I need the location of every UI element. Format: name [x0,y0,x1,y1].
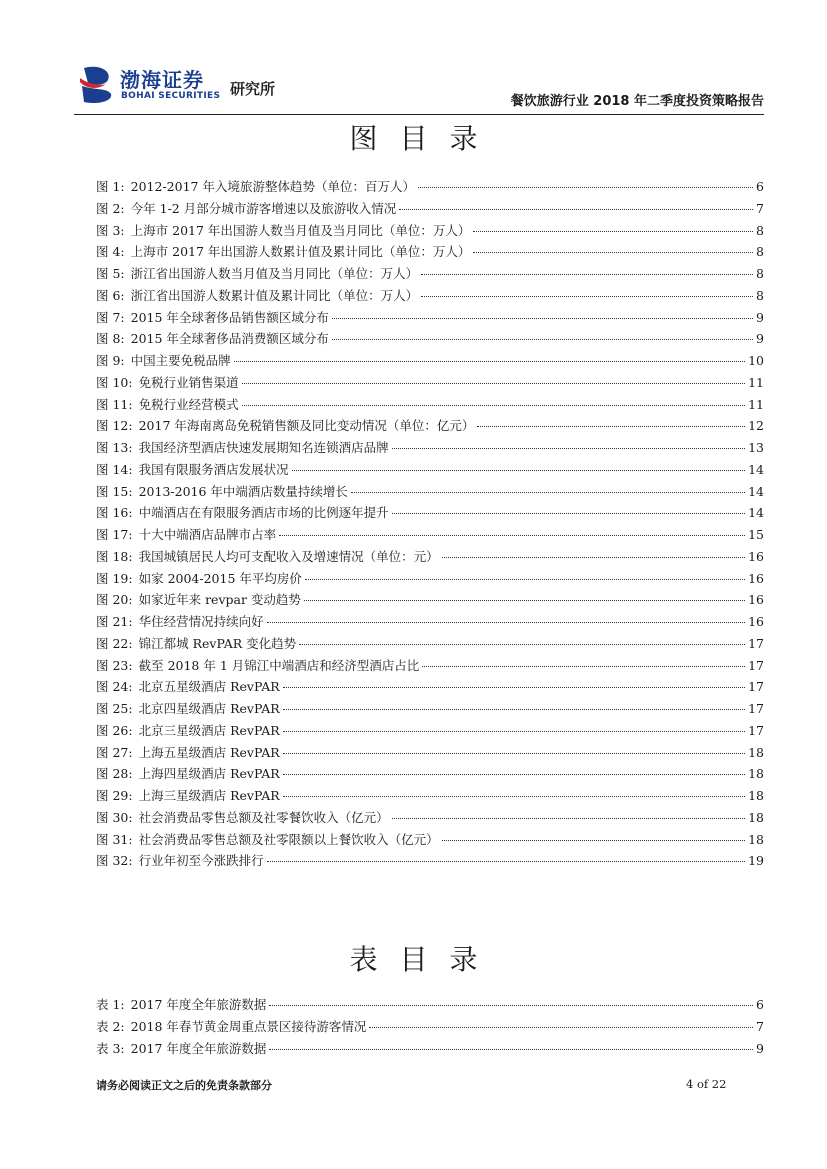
figure-entry-title: 北京四星级酒店 RevPAR [138,701,280,716]
figure-entry-title: 北京五星级酒店 RevPAR [138,679,280,695]
figure-toc-entry[interactable] [96,764,764,786]
figure-entry-page: 18 [748,788,764,803]
table-toc-entry[interactable] [96,1039,764,1061]
page-number: 4 of 22 [686,1077,727,1091]
figure-entry-page: 16 [748,614,764,629]
figure-entry-title: 中端酒店在有限服务酒店市场的比例逐年提升 [138,505,389,521]
figure-entry-page: 18 [748,766,764,782]
figure-entry-title: 十大中端酒店品牌市占率 [138,527,277,542]
tables-section-title: 表目录 [349,943,500,976]
figure-entry-title: 上海市 2017 年出国游人数当月值及当月同比（单位：万人） [130,222,471,238]
figure-toc-entry[interactable] [96,264,764,286]
figure-entry-title: 免税行业销售渠道 [138,374,239,390]
figure-toc-entry[interactable] [96,329,764,351]
figure-entry-page: 17 [748,722,764,738]
dot-leader [473,252,753,253]
figure-entry-number: 图 24: [96,679,133,695]
figure-entry-title: 上海五星级酒店 RevPAR [138,744,280,760]
table-toc-entry[interactable] [96,995,764,1017]
figure-entry-page: 14 [748,505,764,521]
figure-entry-number: 图 7: [96,309,125,325]
dot-leader [283,753,745,754]
figure-entry-page: 16 [748,570,764,586]
figure-entry-number: 图 1: [96,179,125,194]
institute-label: 研究所 [230,80,276,98]
figure-entry-number: 图 26: [96,722,133,738]
figure-toc-entry[interactable] [96,612,764,634]
dot-leader [332,318,753,319]
dot-leader [351,492,745,493]
figure-toc-entry[interactable] [96,656,764,678]
figure-entry-page: 16 [748,548,764,564]
figure-entry-number: 图 18: [96,548,133,564]
figure-entry-page: 18 [748,831,764,847]
dot-leader [392,448,745,449]
figure-entry-number: 图 13: [96,440,133,455]
figure-entry-number: 图 32: [96,853,133,869]
figure-entry-page: 11 [748,374,764,390]
figure-toc-entry[interactable] [96,721,764,743]
dot-leader [442,840,745,841]
figure-entry-title: 如家 2004-2015 年平均房价 [138,570,302,586]
figure-entry-page: 14 [748,461,764,477]
figure-entry-number: 图 16: [96,505,133,521]
logo-english-name: BOHAI SECURITIES [121,91,221,101]
dot-leader [269,1005,753,1006]
figure-entry-page: 8 [756,287,764,303]
figure-toc-entry[interactable] [96,699,764,721]
figure-entry-number: 图 12: [96,418,133,434]
figure-entry-title: 2012-2017 年入境旅游整体趋势（单位：百万人） [130,179,415,194]
figure-toc-entry[interactable] [96,590,764,612]
figure-entry-number: 图 11: [96,396,133,412]
dot-leader [283,731,745,732]
figure-toc-entry[interactable] [96,482,764,504]
figure-toc-entry[interactable] [96,786,764,808]
dot-leader [418,187,753,188]
table-entry-title: 2017 年度全年旅游数据 [130,997,267,1012]
figure-entry-page: 17 [748,679,764,695]
figure-entry-number: 图 21: [96,614,133,629]
dot-leader [421,274,753,275]
figure-entry-number: 图 20: [96,592,133,608]
figure-toc-entry[interactable] [96,221,764,243]
figure-entry-number: 图 17: [96,527,133,542]
figure-entry-number: 图 31: [96,831,133,847]
figure-toc-entry[interactable] [96,634,764,656]
figure-entry-title: 北京三星级酒店 RevPAR [138,722,280,738]
figure-toc-entry[interactable] [96,569,764,591]
figure-entry-title: 截至 2018 年 1 月锦江中端酒店和经济型酒店占比 [138,657,420,673]
figure-toc-entry[interactable] [96,743,764,765]
figure-entry-number: 图 6: [96,287,125,303]
figure-entry-number: 图 30: [96,809,133,825]
figure-entry-page: 18 [748,744,764,760]
dot-leader [477,426,745,427]
figure-toc-entry[interactable] [96,503,764,525]
figure-toc-entry[interactable] [96,395,764,417]
figure-entry-number: 图 29: [96,788,133,803]
figure-entry-title: 社会消费品零售总额及社零限额以上餐饮收入（亿元） [138,831,439,847]
dot-leader [304,600,745,601]
figure-entry-page: 12 [748,418,764,434]
bohai-logo-icon [78,64,116,104]
report-title: 餐饮旅游行业 2018 年二季度投资策略报告 [510,94,764,109]
dot-leader [242,405,745,406]
table-entry-page: 6 [756,997,764,1012]
page-footer [96,1077,764,1095]
figure-entry-title: 免税行业经营模式 [138,396,239,412]
figure-toc-entry[interactable] [96,416,764,438]
dot-leader [422,666,745,667]
figure-entry-page: 8 [756,244,764,260]
figure-toc-entry[interactable] [96,830,764,852]
table-entry-page: 9 [756,1040,764,1056]
figure-entry-title: 2015 年全球奢侈品销售额区域分布 [130,309,329,325]
figure-toc-entry[interactable] [96,438,764,460]
dot-leader [269,1049,753,1050]
figure-toc-entry[interactable] [96,199,764,221]
figure-toc-entry[interactable] [96,286,764,308]
figure-entry-number: 图 3: [96,222,125,238]
dot-leader [292,470,745,471]
figure-entry-title: 浙江省出国游人数当月值及当月同比（单位：万人） [130,266,419,281]
figure-entry-number: 图 28: [96,766,133,782]
figure-entry-number: 图 8: [96,331,125,347]
figure-entry-page: 14 [748,483,764,499]
figure-entry-title: 上海三星级酒店 RevPAR [138,788,280,803]
figure-entry-number: 图 2: [96,200,125,216]
figure-entry-title: 今年 1-2 月部分城市游客增速以及旅游收入情况 [130,200,397,216]
figure-entry-number: 图 23: [96,657,133,673]
figure-entry-number: 图 25: [96,701,133,716]
figure-entry-number: 图 19: [96,570,133,586]
figure-toc-entry[interactable] [96,547,764,569]
dot-leader [279,535,745,536]
figure-entry-title: 华住经营情况持续向好 [138,614,264,629]
dot-leader [283,709,745,710]
figure-entry-title: 我国经济型酒店快速发展期知名连锁酒店品牌 [138,440,389,455]
table-entry-number: 表 2: [96,1018,125,1034]
figure-entry-title: 2015 年全球奢侈品消费额区域分布 [130,331,329,347]
dot-leader [332,339,753,340]
figure-entry-page: 7 [756,200,764,216]
dot-leader [242,383,745,384]
dot-leader [369,1027,753,1028]
figure-entry-title: 上海四星级酒店 RevPAR [138,766,280,782]
figure-toc-entry[interactable] [96,351,764,373]
table-entry-title: 2018 年春节黄金周重点景区接待游客情况 [130,1018,367,1034]
figure-entry-title: 我国城镇居民人均可支配收入及增速情况（单位：元） [138,548,439,564]
figure-entry-page: 11 [748,396,764,412]
dot-leader [442,557,745,558]
figure-entry-page: 17 [748,701,764,716]
figure-entry-page: 17 [748,635,764,651]
table-entry-title: 2017 年度全年旅游数据 [130,1040,267,1056]
figure-entry-number: 图 27: [96,744,133,760]
figures-section-title: 图目录 [349,122,500,155]
dot-leader [421,296,753,297]
figure-toc-entry[interactable] [96,851,764,873]
figure-entry-page: 18 [748,809,764,825]
figure-toc-entry[interactable] [96,308,764,330]
figure-entry-page: 13 [748,440,764,455]
dot-leader [267,622,745,623]
figure-entry-number: 图 9: [96,353,125,368]
figure-toc-entry[interactable] [96,808,764,830]
dot-leader [305,579,745,580]
figure-toc-entry[interactable] [96,525,764,547]
figure-entry-page: 15 [748,527,764,542]
figure-entry-number: 图 10: [96,374,133,390]
table-entry-number: 表 1: [96,997,125,1012]
tables-toc-list [96,995,764,1060]
table-entry-page: 7 [756,1018,764,1034]
table-toc-entry[interactable] [96,1017,764,1039]
dot-leader [283,774,745,775]
figure-entry-number: 图 5: [96,266,125,281]
figure-toc-entry[interactable] [96,177,764,199]
dot-leader [283,796,745,797]
figure-entry-page: 8 [756,266,764,281]
figure-toc-entry[interactable] [96,373,764,395]
figure-entry-number: 图 15: [96,483,133,499]
figure-entry-title: 我国有限服务酒店发展状况 [138,461,289,477]
dot-leader [392,818,745,819]
dot-leader [234,361,745,362]
table-entry-number: 表 3: [96,1040,125,1056]
figure-entry-number: 图 22: [96,635,133,651]
figure-entry-page: 9 [756,309,764,325]
dot-leader [473,231,753,232]
figure-entry-page: 8 [756,222,764,238]
figure-entry-number: 图 4: [96,244,125,260]
figure-entry-title: 锦江都城 RevPAR 变化趋势 [138,635,297,651]
figure-entry-title: 浙江省出国游人数累计值及累计同比（单位：万人） [130,287,419,303]
figure-entry-title: 如家近年来 revpar 变动趋势 [138,592,301,608]
dot-leader [267,861,745,862]
page-header [74,58,764,115]
figure-entry-page: 6 [756,179,764,194]
figure-entry-number: 图 14: [96,461,133,477]
disclaimer-note: 请务必阅读正文之后的免责条款部分 [96,1079,272,1092]
figure-entry-page: 16 [748,592,764,608]
figure-entry-title: 行业年初至今涨跌排行 [138,853,264,869]
figure-entry-page: 17 [748,657,764,673]
figure-entry-title: 上海市 2017 年出国游人数累计值及累计同比（单位：万人） [130,244,471,260]
figure-entry-title: 2013-2016 年中端酒店数量持续增长 [138,483,348,499]
figure-entry-page: 9 [756,331,764,347]
figure-toc-entry[interactable] [96,677,764,699]
figure-toc-entry[interactable] [96,242,764,264]
figures-toc-list [96,177,764,873]
dot-leader [399,209,753,210]
figure-entry-page: 19 [748,853,764,869]
figure-toc-entry[interactable] [96,460,764,482]
figure-entry-title: 2017 年海南离岛免税销售额及同比变动情况（单位：亿元） [138,418,475,434]
figure-entry-title: 社会消费品零售总额及社零餐饮收入（亿元） [138,809,389,825]
dot-leader [283,687,745,688]
figure-entry-page: 10 [748,353,764,368]
logo-chinese-name: 渤海证券 [120,68,204,92]
dot-leader [392,513,745,514]
figure-entry-title: 中国主要免税品牌 [130,353,231,368]
dot-leader [299,644,745,645]
